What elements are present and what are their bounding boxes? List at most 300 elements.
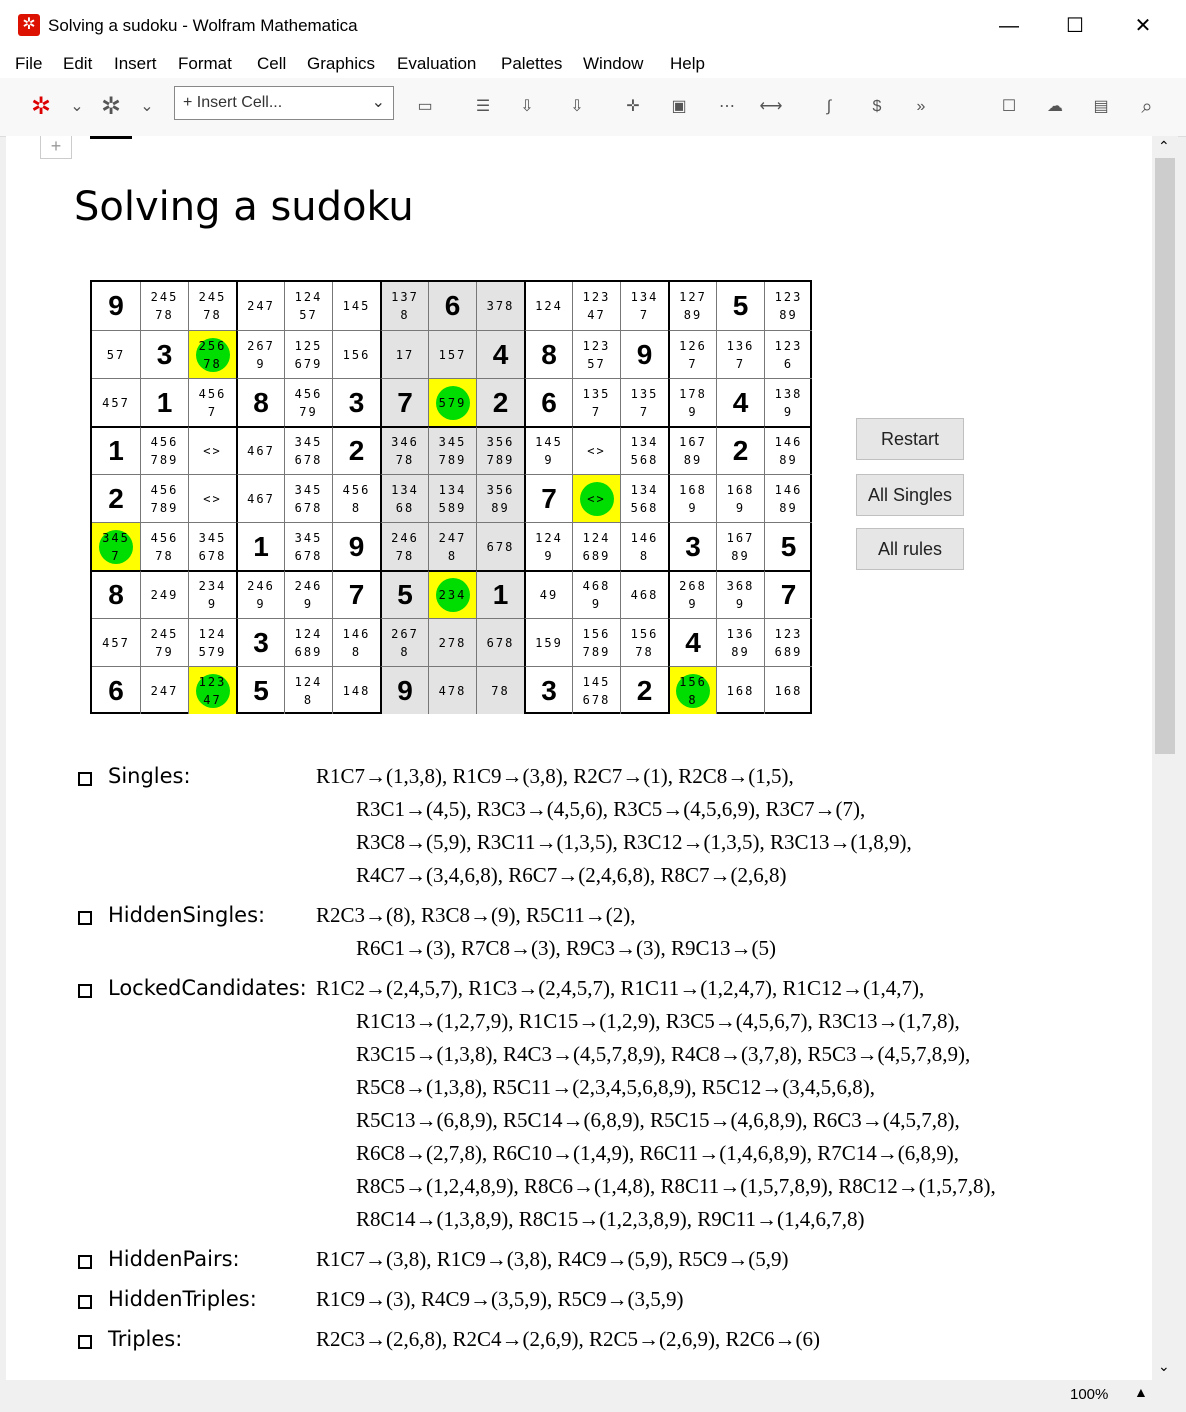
sudoku-cell[interactable] xyxy=(332,666,380,714)
cell-candidates: 579 xyxy=(438,395,467,410)
kernel-icon[interactable]: ✲ xyxy=(100,93,122,120)
cell-candidates: 124 689 xyxy=(294,626,323,659)
sudoku-cell[interactable] xyxy=(332,570,380,618)
sudoku-cell[interactable] xyxy=(236,378,284,426)
sudoku-cell[interactable] xyxy=(140,522,188,570)
cell-value: 2 xyxy=(492,386,509,418)
cell-candidates: 467 xyxy=(247,444,275,458)
cell-candidates: 156 xyxy=(342,347,371,362)
abort-icon[interactable]: ✛ xyxy=(626,98,640,115)
sudoku-cell[interactable] xyxy=(332,618,380,666)
menu-edit[interactable]: Edit xyxy=(63,54,93,73)
zoom-level[interactable]: 100% xyxy=(1070,1386,1109,1403)
sudoku-cell[interactable] xyxy=(284,522,332,570)
cell-value: 3 xyxy=(156,338,173,370)
cell-candidates: <> xyxy=(203,444,222,458)
cell-candidates: 137 8 xyxy=(391,290,419,322)
sudoku-cell[interactable] xyxy=(524,426,572,474)
sudoku-cell[interactable] xyxy=(140,426,188,474)
cell-candidates: 123 57 xyxy=(582,338,611,371)
sudoku-cell[interactable] xyxy=(332,330,380,378)
sudoku-cell[interactable] xyxy=(236,282,284,330)
sudoku-cell[interactable] xyxy=(140,570,188,618)
sudoku-cell[interactable] xyxy=(668,330,716,378)
sudoku-cell[interactable] xyxy=(92,474,140,522)
all-rules-button[interactable]: All rules xyxy=(856,528,964,570)
sudoku-cell[interactable] xyxy=(380,378,428,426)
cell-candidates: 234 xyxy=(438,588,467,602)
sudoku-cell[interactable] xyxy=(284,618,332,666)
rule-result-line: R3C15→(1,3,8), R4C3→(4,5,7,8,9), R4C8→(3,7,8), R5C3→(4,5,7,8,9), xyxy=(356,1042,971,1066)
sudoku-cell[interactable] xyxy=(572,474,620,522)
sudoku-cell[interactable] xyxy=(92,282,140,330)
sudoku-cell[interactable] xyxy=(332,282,380,330)
placeholder-icon[interactable]: ⟷ xyxy=(759,98,783,115)
cell-candidates: 457 xyxy=(102,395,130,410)
cell-candidates: 168 xyxy=(726,683,755,698)
cell-candidates: 256 78 xyxy=(198,338,227,371)
rule-checkbox[interactable] xyxy=(78,1295,92,1309)
sudoku-cell[interactable] xyxy=(380,282,428,330)
page-title: Solving a sudoku xyxy=(74,184,414,230)
all-singles-button[interactable]: All Singles xyxy=(856,474,964,516)
sudoku-cell[interactable] xyxy=(716,474,764,522)
rule-result-line: R2C3→(2,6,8), R2C4→(2,6,9), R2C5→(2,6,9), R2C6→(6) xyxy=(316,1327,820,1351)
sudoku-cell[interactable] xyxy=(188,474,236,522)
sudoku-grid xyxy=(90,280,812,714)
rule-result-line: R1C9→(3), R4C9→(3,5,9), R5C9→(3,5,9) xyxy=(316,1287,684,1311)
sudoku-cell[interactable] xyxy=(620,426,668,474)
cell-candidates: 234 9 xyxy=(198,579,227,611)
cell-candidates: 124 8 xyxy=(294,674,323,707)
restart-button[interactable]: Restart xyxy=(856,418,964,460)
cell-value: 6 xyxy=(541,386,557,418)
cell-candidates: 136 89 xyxy=(726,626,755,659)
add-cell-button[interactable]: + xyxy=(40,136,72,159)
sudoku-cell[interactable] xyxy=(188,522,236,570)
sudoku-cell[interactable] xyxy=(476,618,524,666)
sudoku-cell[interactable] xyxy=(236,474,284,522)
menu-file[interactable]: File xyxy=(15,54,43,73)
status-bar xyxy=(0,1380,1186,1412)
cell-candidates: 123 47 xyxy=(582,290,611,322)
cell-candidates: 124 689 xyxy=(582,530,611,563)
sudoku-cell[interactable] xyxy=(524,330,572,378)
sudoku-cell[interactable] xyxy=(188,570,236,618)
menu-bar xyxy=(0,52,1186,78)
sudoku-cell[interactable] xyxy=(428,474,476,522)
sudoku-cell[interactable] xyxy=(428,666,476,714)
cell-value: 7 xyxy=(397,386,413,418)
sudoku-cell[interactable] xyxy=(668,570,716,618)
cell-candidates: 456 789 xyxy=(150,435,179,467)
window-title: Solving a sudoku - Wolfram Mathematica xyxy=(48,16,358,35)
menu-graphics[interactable]: Graphics xyxy=(307,54,376,73)
cell-candidates: <> xyxy=(203,491,222,506)
cell-candidates: 457 xyxy=(102,635,130,650)
cell-candidates: 134 68 xyxy=(391,482,419,515)
sudoku-cell[interactable] xyxy=(620,666,668,714)
out-icon[interactable]: ⇩ xyxy=(570,98,584,115)
sudoku-cell[interactable] xyxy=(92,522,140,570)
notebook-icon[interactable]: ▤ xyxy=(1093,98,1109,115)
insert-cell-dropdown[interactable] xyxy=(174,86,394,120)
sudoku-cell[interactable] xyxy=(524,618,572,666)
rule-result-line: R8C5→(1,2,4,8,9), R8C6→(1,4,8), R8C11→(1,5,7,8,9), R8C12→(1,5,7,8), xyxy=(356,1174,996,1198)
cell-candidates: 247 8 xyxy=(438,530,467,563)
sudoku-cell[interactable] xyxy=(476,330,524,378)
cell-candidates: 245 78 xyxy=(150,290,179,322)
sudoku-cell[interactable] xyxy=(716,522,764,570)
group-cell-icon[interactable]: ☰ xyxy=(475,98,491,115)
sudoku-cell[interactable] xyxy=(572,378,620,426)
sudoku-cell[interactable] xyxy=(764,570,812,618)
cell-value: 1 xyxy=(253,530,269,562)
rule-result-line: R6C1→(3), R7C8→(3), R9C3→(3), R9C13→(5) xyxy=(356,936,776,960)
sudoku-cell[interactable] xyxy=(188,426,236,474)
cell-candidates: 356 89 xyxy=(486,482,515,515)
sudoku-cell[interactable] xyxy=(572,426,620,474)
rule-label: HiddenPairs: xyxy=(108,1247,240,1271)
cell-candidates: 268 9 xyxy=(679,579,707,611)
cell-value: 1 xyxy=(492,579,509,610)
sudoku-cell[interactable] xyxy=(284,666,332,714)
plus-icon: + xyxy=(183,94,197,111)
cell-value: 3 xyxy=(685,530,701,562)
sudoku-cell[interactable] xyxy=(428,618,476,666)
sudoku-cell[interactable] xyxy=(236,618,284,666)
sudoku-cell[interactable] xyxy=(524,474,572,522)
sudoku-cell[interactable] xyxy=(668,378,716,426)
sudoku-cell[interactable] xyxy=(140,282,188,330)
sudoku-cell[interactable] xyxy=(188,330,236,378)
cell-candidates: 57 xyxy=(106,347,126,362)
rule-checkbox[interactable] xyxy=(78,984,92,998)
cell-value: 1 xyxy=(108,435,124,466)
sudoku-cell[interactable] xyxy=(572,282,620,330)
cell-candidates: 136 7 xyxy=(726,338,755,371)
sudoku-cell[interactable] xyxy=(572,522,620,570)
rule-result-line: R3C8→(5,9), R3C11→(1,3,5), R3C12→(1,3,5), R3C13→(1,8,9), xyxy=(356,830,912,854)
cell-candidates: 145 9 xyxy=(535,435,563,467)
sudoku-cell[interactable] xyxy=(668,618,716,666)
cell-marker xyxy=(90,136,132,139)
sudoku-cell[interactable] xyxy=(524,666,572,714)
close-button[interactable]: ✕ xyxy=(1134,15,1152,37)
vertical-scrollbar[interactable] xyxy=(1152,136,1178,1380)
rule-label: HiddenTriples: xyxy=(108,1287,257,1311)
rule-checkbox[interactable] xyxy=(78,911,92,925)
cell-candidates: 678 xyxy=(486,539,515,554)
sudoku-cell[interactable] xyxy=(716,666,764,714)
sudoku-cell[interactable] xyxy=(284,330,332,378)
in-icon[interactable]: ⇩ xyxy=(520,98,534,115)
sudoku-cell[interactable] xyxy=(428,522,476,570)
sudoku-cell[interactable] xyxy=(716,570,764,618)
rule-label: Singles: xyxy=(108,764,191,788)
rule-result-line: R1C7→(1,3,8), R1C9→(3,8), R2C7→(1), R2C8→(1,5), xyxy=(316,764,794,788)
sudoku-cell[interactable] xyxy=(188,282,236,330)
sudoku-cell[interactable] xyxy=(572,666,620,714)
cell-value: 3 xyxy=(541,674,557,706)
cell-candidates: 478 xyxy=(438,683,467,698)
maximize-button[interactable]: ☐ xyxy=(1066,15,1084,37)
menu-window[interactable]: Window xyxy=(583,54,644,73)
sudoku-cell[interactable] xyxy=(620,378,668,426)
rule-checkbox[interactable] xyxy=(78,1255,92,1269)
cell-candidates: 345 678 xyxy=(294,435,323,467)
sudoku-cell[interactable] xyxy=(380,522,428,570)
math-icon[interactable]: $ xyxy=(872,98,882,115)
expand-icon[interactable]: » xyxy=(916,98,926,115)
sudoku-cell[interactable] xyxy=(92,330,140,378)
sudoku-cell[interactable] xyxy=(620,618,668,666)
sudoku-cell[interactable] xyxy=(428,282,476,330)
formula-icon[interactable]: ∫ xyxy=(826,98,832,115)
sudoku-cell[interactable] xyxy=(716,426,764,474)
cloud-icon[interactable]: ☁ xyxy=(1047,98,1063,115)
cell-value: 8 xyxy=(541,338,557,370)
sudoku-cell[interactable] xyxy=(236,426,284,474)
search-icon[interactable]: ⌕ xyxy=(1141,96,1153,118)
sudoku-cell[interactable] xyxy=(380,330,428,378)
sudoku-cell[interactable] xyxy=(476,474,524,522)
cell-candidates: 134 568 xyxy=(630,482,659,515)
sudoku-cell[interactable] xyxy=(236,666,284,714)
sudoku-cell[interactable] xyxy=(284,282,332,330)
cell-candidates: 123 689 xyxy=(774,626,803,659)
cell-candidates: 278 xyxy=(438,635,467,650)
cell-value: 5 xyxy=(732,290,749,321)
zoom-up-icon[interactable]: ▲ xyxy=(1134,1384,1148,1400)
sudoku-cell[interactable] xyxy=(92,618,140,666)
sudoku-cell[interactable] xyxy=(572,570,620,618)
minimize-button[interactable]: — xyxy=(999,15,1019,37)
sudoku-cell[interactable] xyxy=(428,426,476,474)
scroll-down-icon[interactable]: ⌄ xyxy=(1158,1358,1170,1374)
menu-insert[interactable]: Insert xyxy=(114,54,157,73)
sudoku-cell[interactable] xyxy=(524,570,572,618)
rule-checkbox[interactable] xyxy=(78,772,92,786)
cell-candidates: 17 xyxy=(395,347,415,362)
cell-candidates: 146 8 xyxy=(342,626,371,659)
cell-candidates: 247 xyxy=(247,299,275,313)
sudoku-cell[interactable] xyxy=(716,378,764,426)
cell-value: 2 xyxy=(636,674,653,706)
sudoku-cell[interactable] xyxy=(380,570,428,618)
cell-value: 5 xyxy=(780,530,797,562)
cell-value: 9 xyxy=(397,674,413,706)
cell-candidates: 456 789 xyxy=(150,482,179,515)
menu-help[interactable]: Help xyxy=(670,54,705,73)
sudoku-cell[interactable] xyxy=(332,522,380,570)
sudoku-cell[interactable] xyxy=(284,378,332,426)
cell-candidates: 146 8 xyxy=(630,530,659,563)
comment-icon[interactable]: ☐ xyxy=(1001,98,1017,115)
cell-candidates: 123 47 xyxy=(198,674,227,707)
sudoku-cell[interactable] xyxy=(476,378,524,426)
sudoku-cell[interactable] xyxy=(284,570,332,618)
sudoku-cell[interactable] xyxy=(764,426,812,474)
sudoku-cell[interactable] xyxy=(716,618,764,666)
cell-candidates: 123 6 xyxy=(774,338,803,371)
insert-cell-label: Insert Cell... xyxy=(196,94,283,111)
cell-candidates: 168 9 xyxy=(679,482,707,515)
menu-palettes[interactable]: Palettes xyxy=(501,54,563,73)
sudoku-cell[interactable] xyxy=(140,618,188,666)
rule-result-line: R1C7→(3,8), R1C9→(3,8), R4C9→(5,9), R5C9→(5,9) xyxy=(316,1247,789,1271)
cell-value: 8 xyxy=(253,386,269,418)
sudoku-cell[interactable] xyxy=(572,618,620,666)
sudoku-cell[interactable] xyxy=(476,282,524,330)
sudoku-cell[interactable] xyxy=(380,618,428,666)
cell-candidates: 246 9 xyxy=(247,579,275,611)
rule-result-line: R4C7→(3,4,6,8), R6C7→(2,4,6,8), R8C7→(2,6,8) xyxy=(356,863,787,887)
sudoku-cell[interactable] xyxy=(428,330,476,378)
cell-candidates: 456 79 xyxy=(294,386,323,419)
chevron-down-icon: ⌄ xyxy=(371,94,385,111)
sudoku-cell[interactable] xyxy=(332,474,380,522)
menu-evaluation[interactable]: Evaluation xyxy=(397,54,477,73)
sudoku-cell[interactable] xyxy=(764,474,812,522)
cell-value: 2 xyxy=(732,435,749,466)
sudoku-cell[interactable] xyxy=(524,378,572,426)
sudoku-cell[interactable] xyxy=(236,570,284,618)
cell-value: 2 xyxy=(348,435,365,466)
more-icon[interactable]: ⋯ xyxy=(719,98,735,115)
sudoku-cell[interactable] xyxy=(92,570,140,618)
cell-candidates: 467 xyxy=(247,491,275,506)
sudoku-cell[interactable] xyxy=(140,474,188,522)
sudoku-cell[interactable] xyxy=(668,474,716,522)
sudoku-cell[interactable] xyxy=(332,378,380,426)
cell-candidates: 167 89 xyxy=(726,530,755,563)
rule-result-line: R5C8→(1,3,8), R5C11→(2,3,4,5,6,8,9), R5C12→(3,4,5,6,8), xyxy=(356,1075,875,1099)
cell-candidates: 156 789 xyxy=(582,626,611,659)
sudoku-cell[interactable] xyxy=(620,570,668,618)
sudoku-cell[interactable] xyxy=(716,330,764,378)
cell-candidates: 345 678 xyxy=(294,482,323,515)
cell-value: 5 xyxy=(253,674,269,706)
sudoku-cell[interactable] xyxy=(764,378,812,426)
sudoku-cell[interactable] xyxy=(764,282,812,330)
sudoku-cell[interactable] xyxy=(92,666,140,714)
cell-candidates: 456 8 xyxy=(342,482,371,515)
sudoku-cell[interactable] xyxy=(332,426,380,474)
cell-candidates: 157 xyxy=(438,347,467,362)
cell-candidates: 345 678 xyxy=(294,530,323,563)
evaluate-icon[interactable]: ✲ xyxy=(30,93,52,120)
cell-value: 5 xyxy=(397,579,413,610)
sudoku-cell[interactable] xyxy=(764,330,812,378)
cell-candidates: 134 589 xyxy=(438,482,467,515)
sudoku-cell[interactable] xyxy=(140,666,188,714)
scroll-thumb[interactable] xyxy=(1155,158,1175,754)
cell-candidates: 124 xyxy=(535,299,563,313)
input-cell-icon[interactable]: ▭ xyxy=(417,98,433,115)
cell-candidates: 468 xyxy=(630,588,659,602)
sudoku-cell[interactable] xyxy=(236,330,284,378)
cell-candidates: 134 568 xyxy=(630,435,659,467)
cell-candidates: 124 9 xyxy=(535,530,563,563)
menu-cell[interactable]: Cell xyxy=(257,54,287,73)
cell-candidates: 245 78 xyxy=(198,290,227,322)
cell-candidates: 49 xyxy=(539,588,559,602)
sudoku-cell[interactable] xyxy=(524,282,572,330)
sudoku-cell[interactable] xyxy=(668,522,716,570)
cell-value: 7 xyxy=(348,579,365,610)
sudoku-cell[interactable] xyxy=(764,522,812,570)
sudoku-cell[interactable] xyxy=(92,426,140,474)
sudoku-cell[interactable] xyxy=(428,570,476,618)
sudoku-cell[interactable] xyxy=(140,378,188,426)
sudoku-cell[interactable] xyxy=(620,474,668,522)
sudoku-cell[interactable] xyxy=(476,522,524,570)
sudoku-cell[interactable] xyxy=(668,666,716,714)
cell-value: 6 xyxy=(108,674,124,706)
cell-candidates: 356 789 xyxy=(486,435,515,467)
sudoku-cell[interactable] xyxy=(716,282,764,330)
sudoku-cell[interactable] xyxy=(764,666,812,714)
sudoku-cell[interactable] xyxy=(236,522,284,570)
rule-result-line: R2C3→(8), R3C8→(9), R5C11→(2), xyxy=(316,903,636,927)
rule-result-line: R6C8→(2,7,8), R6C10→(1,4,9), R6C11→(1,4,6,8,9), R7C14→(6,8,9), xyxy=(356,1141,959,1165)
cell-candidates: 124 57 xyxy=(294,290,323,322)
sudoku-cell[interactable] xyxy=(380,426,428,474)
chevron-down-icon[interactable]: ⌄ xyxy=(140,98,154,115)
rule-label: HiddenSingles: xyxy=(108,903,266,927)
notebook-area xyxy=(6,136,1152,1380)
rule-checkbox[interactable] xyxy=(78,1335,92,1349)
cell-candidates: 678 xyxy=(486,635,515,650)
rule-result-line: R1C2→(2,4,5,7), R1C3→(2,4,5,7), R1C11→(1,2,4,7), R1C12→(1,4,7), xyxy=(316,976,925,1000)
sudoku-cell[interactable] xyxy=(380,474,428,522)
sudoku-cell[interactable] xyxy=(620,330,668,378)
sudoku-cell[interactable] xyxy=(188,378,236,426)
rule-label: LockedCandidates: xyxy=(108,976,307,1000)
sudoku-cell[interactable] xyxy=(620,522,668,570)
sudoku-cell[interactable] xyxy=(764,618,812,666)
sudoku-cell[interactable] xyxy=(476,570,524,618)
chevron-down-icon[interactable]: ⌄ xyxy=(70,98,84,115)
sudoku-cell[interactable] xyxy=(620,282,668,330)
cell-candidates: 246 78 xyxy=(391,530,419,563)
sudoku-cell[interactable] xyxy=(668,426,716,474)
sudoku-cell[interactable] xyxy=(140,330,188,378)
stop-icon[interactable]: ▣ xyxy=(671,98,687,115)
sudoku-cell[interactable] xyxy=(524,522,572,570)
sudoku-cell[interactable] xyxy=(284,474,332,522)
sudoku-cell[interactable] xyxy=(572,330,620,378)
cell-value: 4 xyxy=(685,626,701,658)
cell-candidates: 159 xyxy=(535,635,563,650)
sudoku-cell[interactable] xyxy=(380,666,428,714)
cell-candidates: 167 89 xyxy=(679,435,707,467)
scroll-up-icon[interactable]: ⌃ xyxy=(1158,138,1170,154)
sudoku-cell[interactable] xyxy=(92,378,140,426)
rule-result-line: R1C13→(1,2,7,9), R1C15→(1,2,9), R3C5→(4,5,6,7), R3C13→(1,7,8), xyxy=(356,1009,960,1033)
sudoku-cell[interactable] xyxy=(188,666,236,714)
sudoku-cell[interactable] xyxy=(428,378,476,426)
menu-format[interactable]: Format xyxy=(178,54,232,73)
sudoku-cell[interactable] xyxy=(476,426,524,474)
cell-candidates: 168 xyxy=(774,683,803,698)
sudoku-cell[interactable] xyxy=(284,426,332,474)
sudoku-cell[interactable] xyxy=(668,282,716,330)
cell-candidates: 156 8 xyxy=(679,674,707,707)
sudoku-cell[interactable] xyxy=(188,618,236,666)
sudoku-cell[interactable] xyxy=(476,666,524,714)
